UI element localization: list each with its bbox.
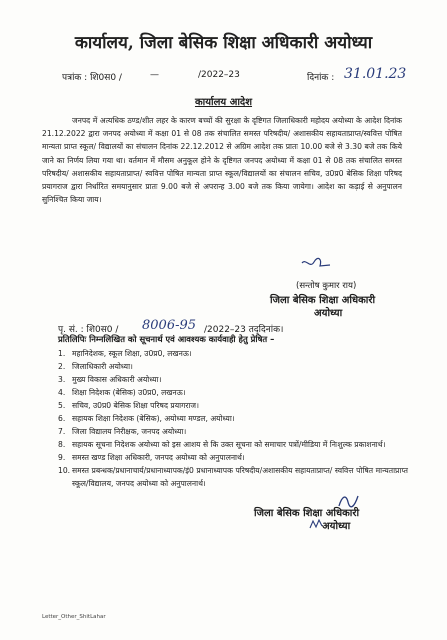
letter-number-blank: — [150,70,159,80]
signatory-title: जिला बेसिक शिक्षा अधिकारी [270,295,376,306]
list-item: 4. शिक्षा निदेशक (बेसिक) उ0प्र0, लखनऊ। [58,388,186,397]
endorsement-ref-year: /2022–23 तद्‌दिनांक। [204,325,284,335]
list-item: 6. सहायक शिक्षा निदेशक (बेसिक), अयोध्या मण्डल, अयोध्या। [58,414,235,423]
office-order-body: जनपद में अत्यधिक ठण्ड/शीत लहर के कारण बच्चों की सुरक्षा के दृष्टिगत जिलाधिकारी महोदय अयोध्या के आदेश दिनांक 21.12.2022 द्वारा जनपद अयोध्या में कक्षा 01 से 08 तक संचालित समस्त परिषदीय/ अशासकीय सहायताप्राप्त/स्ववित्त पोषित मान्यता प्राप्त स्कूल/ विद्यालयों का संचालन दिनांक 22.12.2012 से अग्रिम आदेश तक प्रातः 10.00 बजे से 3.30 बजे तक किये जाने का निर्णय लिया गया था। वर्तमान में मौसम अनुकूल होने के दृष्टिगत जनपद अयोध्या में कक्षा 01 से 08 तक संचालित समस्त परिषदीय/ अशासकीय सहायताप्राप्त/ स्ववित्त पोषित मान्यता प्राप्त स्कूल/विद्यालयों का संचालन सचिव, उ0प्र0 बेसिक शिक्षा परिषद प्रयागराज द्वारा निर्धारित समयानुसार प्रातः 9.00 बजे से अपरान्ह 3.00 बजे तक किया जायेगा। आदेश का कड़ाई से अनुपालन सुनिश्चित किया जाय। [42,116,402,205]
list-item: 9. समस्त खण्ड शिक्षा अधिकारी, जनपद अयोध्या को अनुपालनार्थ। [58,453,245,462]
office-order-heading: कार्यालय आदेश [194,97,253,108]
list-item: 7. जिला विद्यालय निरीक्षक, जनपद अयोध्या। [58,427,187,436]
copy-list [58,347,408,490]
list-item: 3. मुख्य विकास अधिकारी अयोध्या। [58,375,162,384]
list-item: 8. सहायक सूचना निदेशक अयोध्या को इस आशय से कि उक्त सूचना को समाचार पत्रों/मीडिया में निःशुल्क प्रकाशनार्थ। [58,440,386,449]
footer-filename: Letter_Other_ShitLahar [42,614,106,620]
signature-scribble [300,257,334,271]
list-item: 2. जिलाधिकारी अयोध्या। [58,362,133,371]
copy-intro: प्रतिलिपिः निम्नलिखित को सूचनार्थ एवं आवश्यक कार्यवाही हेतु प्रेषित – [58,334,275,344]
signatory-title: जिला बेसिक शिक्षा अधिकारी [254,508,360,519]
signatory-place: अयोध्या [314,308,343,319]
date-label: दिनांक : [307,73,335,83]
list-item: 10. समस्त प्रबन्धक/प्रधानाचार्य/प्रधानाध्यापक/इं0 प्रधानाध्यापक परिषदीय/अशासकीय सहायताप्राप्त/ स्ववित्त पोषित मान्यताप्राप्त स्कूल/विद्यालय, जनपद अयोध्या को अनुपालनार्थ। [58,466,408,488]
office-title: कार्यालय, जिला बेसिक शिक्षा अधिकारी अयोध्या [74,33,373,53]
signatory-name: (सन्तोष कुमार राय) [296,281,357,291]
signatory-place: अयोध्या [322,521,351,532]
endorsement-ref-number-handwritten: 8006-95 [142,318,197,333]
date-value-handwritten: 31.01.23 [344,66,407,82]
list-item: 5. सचिव, उ0प्र0 बेसिक शिक्षा परिषद प्रयागराज। [58,401,199,410]
letter-number-label: पत्रांक : शि0स0 / [62,73,122,83]
endorsement-ref-label: पृ. सं. : शि0स0 / [58,325,119,335]
list-item: 1. महानिदेशक, स्कूल शिक्षा, उ0प्र0, लखनऊ। [58,349,192,358]
letter-year: /2022–23 [198,70,240,80]
